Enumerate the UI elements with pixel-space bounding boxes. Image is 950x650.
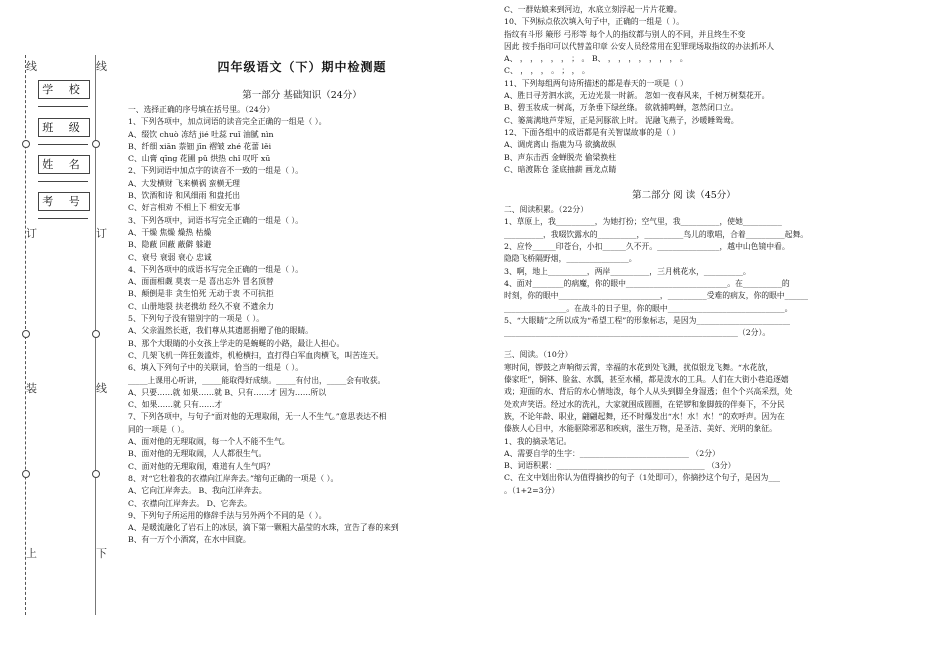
binding-hole <box>92 330 100 338</box>
question-text-line: B、隐蔽 回蔽 蔽僻 躲避 <box>128 240 212 250</box>
question-text-line: B、纤细 xiān 萘钿 jīn 褶皱 zhé 花蕾 lěi <box>128 141 272 151</box>
question-text-line: A、调虎离山 指鹿为马 欲擒故纵 <box>504 140 616 150</box>
question-text-line: A、父亲温然长逝，我们尊从其遗愿捐赠了他的眼睛。 <box>128 326 313 336</box>
question-text-line: 1、下列各项中，加点词语的读音完全正确的一组是（ ）。 <box>128 117 327 127</box>
question-text-line: 时刻，你的眼中__________________________，__________受难的病友，你的眼中______ <box>504 291 809 301</box>
question-text-line: 6、填入下列句子中的关联词，恰当的一组是（ ）。 <box>128 363 304 373</box>
question-text-line: 3、啊，地上__________，两岸__________，三月桃花水，__________。 <box>504 266 751 276</box>
question-text-line: A、需要自学的生字：____________________________ （2分） <box>504 448 720 458</box>
question-text-line: A、面面相觑 莫衷一是 喜出忘外 冒名顶替 <box>128 277 274 287</box>
school-label: 学 校 <box>38 80 90 99</box>
question-text-line: A、 ， ， ， ， ， ； 。 B、 ， ， ， ， ， ， ， 。 <box>504 54 688 64</box>
name-label: 姓 名 <box>38 155 90 174</box>
question-text-line: 4、面对________的病魔，你的眼中__________________________。在__________的 <box>504 278 790 288</box>
question-text-line: A、胜日寻芳泗水滨，无边光景一时新。 忽如一夜春风来，千树万树梨花开。 <box>504 91 770 101</box>
question-text-line: B、饮酒和诗 和风细雨 和盘托出 <box>128 191 241 201</box>
question-text-line: C、衰号 衰弱 衰心 忠诚 <box>128 252 212 262</box>
question-text-line: 11、下列每组两句诗所描述的都是春天的一项是（ ） <box>504 78 688 88</box>
question-text-line: 族，不论年龄、职业，翩翩起舞，还不时爆发出“水！水！水！”的欢呼声。因为在 <box>504 411 785 421</box>
question-text-line: C、 ， ， ， 。 ； ， 。 <box>504 66 590 76</box>
part1-heading: 第一部分 基础知识（24分） <box>242 90 362 101</box>
school-underline <box>38 106 88 107</box>
binding-hole <box>22 470 30 478</box>
margin-char-ding-right: 订 <box>96 227 107 240</box>
question-text-line: C、好言相劝 不相上下 相安无事 <box>128 203 241 213</box>
binding-hole <box>92 140 100 148</box>
question-text-line: B、那个大眼睛的小女孩上学走的是蜿蜒的小路，最让人担心。 <box>128 338 345 348</box>
binding-hole <box>22 140 30 148</box>
question-text-line: 。（1+2=3分） <box>504 485 560 495</box>
question-text-line: 傣家旺”，铜钵、脸盆、水瓢，甚至水桶，都是泼水的工具。人们在大街小巷追逐嬉 <box>504 375 789 385</box>
question-text-line: 4、下列各项中的成语书写完全正确的一组是（ ）。 <box>128 264 304 274</box>
question-text-line: B、颠倒是非 贪生怕死 无动于衷 不可抗拒 <box>128 289 274 299</box>
question-text-line: __________，我啜饮露水的__________，__________鸟儿的歌唱，合着__________起舞。 <box>504 229 809 239</box>
question-text-line: 因此 按手指印可以代替盖印章 公安人员经常用在犯罪现场取指纹的办法抓坏人 <box>504 41 775 51</box>
question-text-line: 隐隐飞桥隔野烟，________________。 <box>504 254 637 264</box>
margin-char-xia: 下 <box>96 547 107 560</box>
question-text-line: C、一群姑娘来到河边，水底立刻浮起一片片花瓣。 <box>504 5 682 14</box>
question-text-line: C、暗渡陈仓 釜底抽薪 画龙点睛 <box>504 164 617 174</box>
question-text-line: 二、阅读积累。（22分） <box>504 205 588 215</box>
question-text-line: A、它向江岸奔去。 B、我向江岸奔去。 <box>128 486 267 496</box>
question-text-line: B、碧玉妆成一树高，万条垂下绿丝绦。 欲就捕鸣蝉，忽然闭口立。 <box>504 103 739 113</box>
left-column <box>128 58 476 547</box>
margin-char-ding: 订 <box>26 227 37 240</box>
question-text-line: 1、草原上，我__________，为她打扮；空气里，我__________，使她__________ <box>504 217 782 227</box>
question-text-line: 2、应怜______印苍台，小扣______久不开。________________，越中山色镜中看。 <box>504 242 790 252</box>
question-text-line: A、缀饮 chuò 冻结 jié 吐蕊 ruǐ 油腻 nìn <box>128 129 274 139</box>
question-text-line: C、篓蒿满地芦芽短，正是河豚欲上时。 泥融飞燕子，沙暖睡鸳鸯。 <box>504 115 739 125</box>
question-text-line: 3、下列各项中，词语书写完全正确的一组是（ ）。 <box>128 215 304 225</box>
class-label: 班 级 <box>38 118 90 137</box>
question-text-line: 寒时间，锣鼓之声响彻云霄，幸福的水花到处飞溅，扰似银龙飞舞。“水花放， <box>504 362 774 372</box>
question-text-line: 9、下列句子所运用的修辞手法与另外两个不同的是（ ）。 <box>128 510 327 520</box>
question-text-line: 傣族人心目中，水能驱除邪恶和疾病，滋生万物，是圣洁、美好、光明的象征。 <box>504 424 777 434</box>
question-text-line: 指纹有斗形 簸形 弓形等 每个人的指纹都与别人的不同，并且终生不变 <box>504 29 746 39</box>
question-text-line: A、是暖流融化了岩石上的冰层，滴下第一颗粗大晶莹的水珠，宣告了春的来到 <box>128 523 399 533</box>
question-text-line: A、大发横财 飞来横祸 蛮横无理 <box>128 178 240 188</box>
question-text-line: B、面对他的无理取闹，人人都很生气。 <box>128 449 267 459</box>
question-text-line: 处欢声笑语。经过水的洗礼，大家就围成圆圈，在铓锣和象脚鼓的伴奏下，不分民 <box>504 399 785 409</box>
margin-char-xian-top-right: 线 <box>96 60 107 73</box>
question-text-line: _____上课用心听讲，_____能取得好成绩。_____有付出，_____会有收获。 <box>128 375 386 385</box>
margin-char-shang: 上 <box>26 547 37 560</box>
question-text-line: 2、下列词语中加点字的读音不一致的一组是（ ）。 <box>128 166 304 176</box>
class-underline <box>38 144 88 145</box>
question-text-line: A、面对他的无理取闹，每一个人不能不生气。 <box>128 437 290 447</box>
question-text-line: 8、对“它牡着我的衣襟向江岸奔去。”缩句正确的一项是（ ）。 <box>128 473 339 483</box>
question-text-line: C、山册地裂 扶老携幼 经久不衰 不遗余力 <box>128 301 274 311</box>
question-text-line: C、山膏 qīng 花圃 pǔ 烘热 chǐ 叹吁 xū <box>128 154 271 164</box>
question-text-line: 5、“大眼睛”之所以成为“希望工程”的形象标志，是因为________________________ <box>504 315 790 325</box>
exam-number-label: 考 号 <box>38 192 90 211</box>
question-text-line: 戏；迎面的水、背后的水心情地泼，每个人从头到脚全身湿透；但个个兴高采烈，处 <box>504 387 793 397</box>
part2-heading: 第二部分 阅 读（45分） <box>632 190 736 202</box>
margin-char-xian-mid: 线 <box>96 382 107 395</box>
question-text-line: B、有一万个小酒窝，在水中回旋。 <box>128 535 251 545</box>
question-text-line: C、在文中划出你认为值得摘抄的句子（1处即可），你摘抄这个句子，是因为___ <box>504 473 781 483</box>
exam-number-underline <box>38 218 88 219</box>
question-text-line: 三、阅读。（10分） <box>504 350 573 360</box>
question-text-line: C、面对他的无理取闹，难道有人生气吗？ <box>128 461 275 471</box>
right-column <box>504 4 864 497</box>
question-text-line: 同的一项是（ ）。 <box>128 424 189 434</box>
question-text-line: C、衣襟向江岸奔去。 D、它奔去。 <box>128 498 252 508</box>
binding-hole <box>22 330 30 338</box>
question-text-line: A、干燥 焦燥 燥热 枯燥 <box>128 227 212 237</box>
question-text-line: ________________。在战斗的日子里，你的眼中______________________________。 <box>504 303 793 313</box>
question-text-line: ____________________________________________________________（2分）。 <box>504 328 771 338</box>
question-text-line: A、只要……就 如果……就 B、只有……才 因为……所以 <box>128 387 327 397</box>
question-text-line: C、几架飞机一阵狂轰滥炸，机枪横扫，直打得白军血肉横飞，叫苦连天。 <box>128 350 384 360</box>
question-text-line: 1、我的摘录笔记。 <box>504 436 572 446</box>
margin-char-zhuang: 装 <box>26 382 37 395</box>
binding-hole <box>92 470 100 478</box>
question-text-line: B、词语积累：______________________________________ （3分） <box>504 461 736 471</box>
question-text-line: 7、下列各项中，与句子“面对他的无理取闹，无一人不生气。”意思表达不相 <box>128 412 387 422</box>
question-text-line: B、声东击西 金蝉脱壳 偷梁换柱 <box>504 152 617 162</box>
question-text-line: C、如果……就 只有……才 <box>128 400 223 410</box>
name-underline <box>38 181 88 182</box>
question-text-line: 一、选择正确的序号填在括号里。（24分） <box>128 105 275 114</box>
exam-title: 四年级语文（下）期中检测题 <box>217 60 387 74</box>
question-text-line: 10、下列标点依次填入句子中，正确的一组是（ ）。 <box>504 17 685 27</box>
margin-char-xian-top: 线 <box>26 60 37 73</box>
question-text-line: 5、下列句子没有错别字的一项是（ ）。 <box>128 314 265 324</box>
question-text-line: 12、下面各组中的成语都是有关智谋故事的是（ ） <box>504 127 681 137</box>
